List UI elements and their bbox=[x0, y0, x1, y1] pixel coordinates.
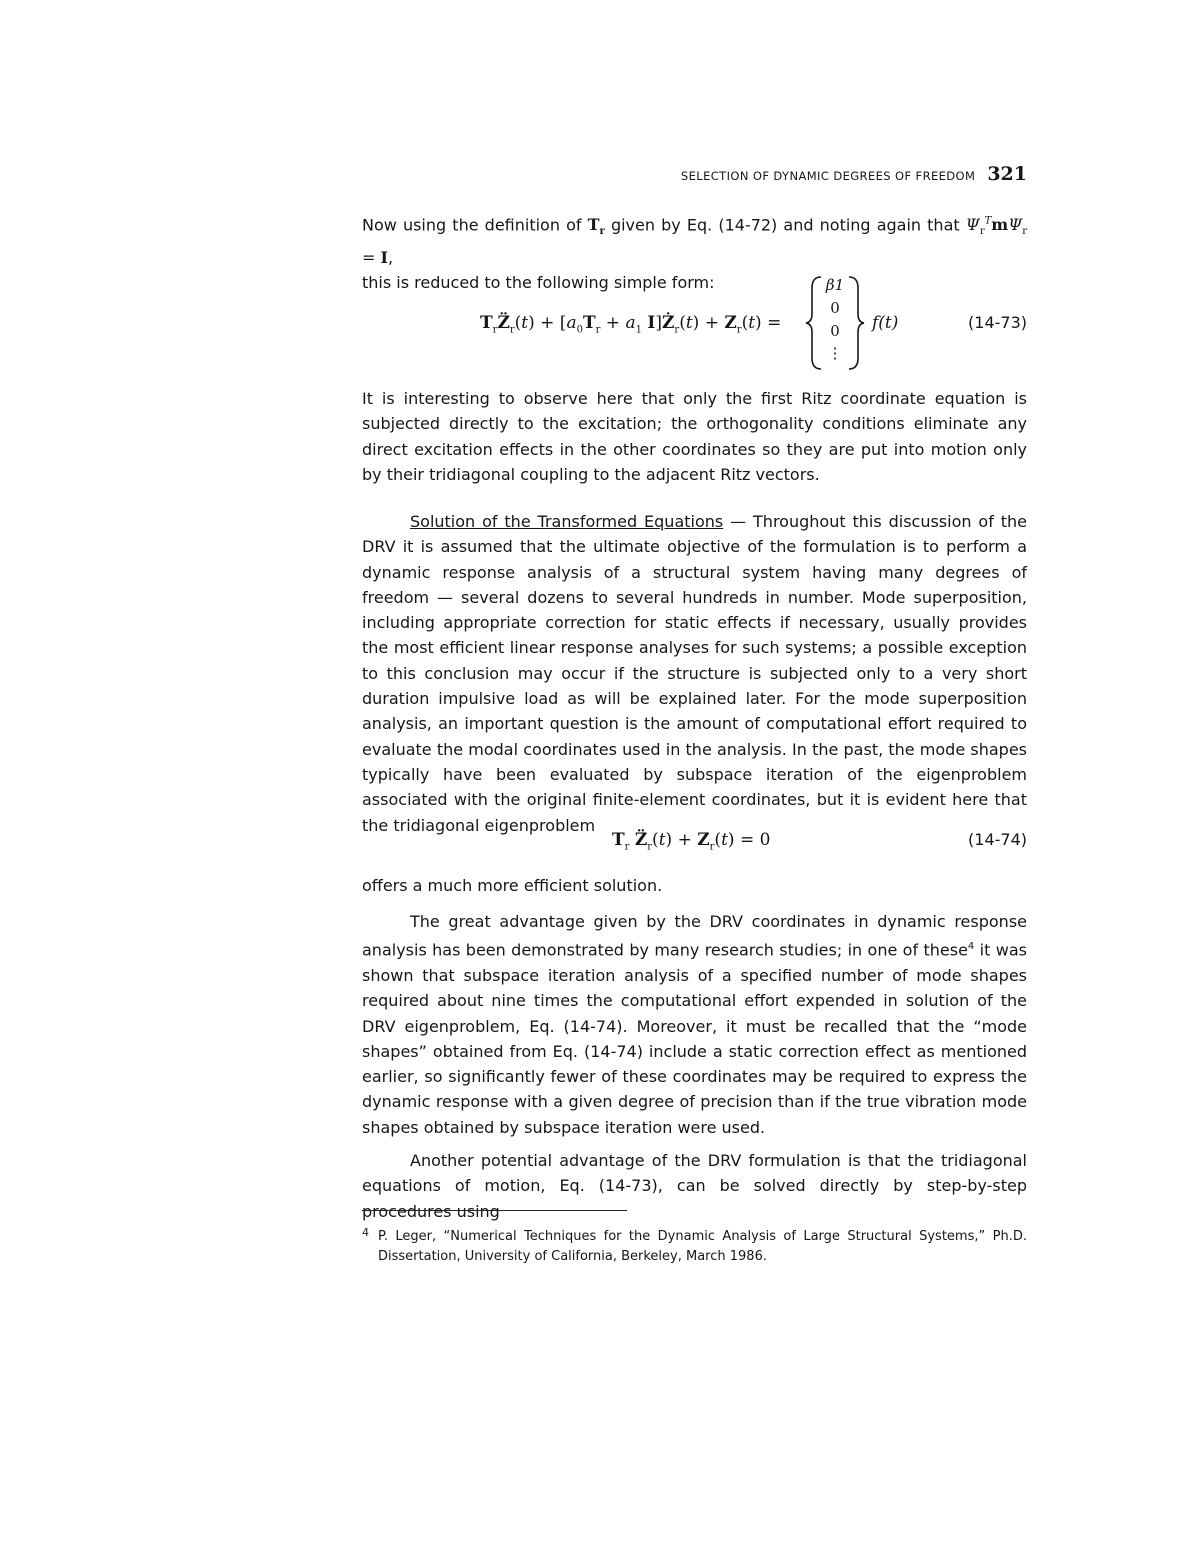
running-head bbox=[681, 163, 1027, 185]
section-heading: Solution of the Transformed Equations bbox=[410, 512, 724, 531]
footnote-ref: 4 bbox=[967, 941, 975, 953]
vector-element-1: β1 bbox=[825, 276, 845, 294]
paragraph-4: offers a much more efficient solution. bbox=[362, 876, 663, 895]
equation-14-74 bbox=[362, 830, 1027, 854]
footnote-text: P. Leger, “Numerical Techniques for the Dynamic Analysis of Large Structural Systems,” Ph.D. Dissertation, University of California, Berkeley, March 1986. bbox=[378, 1229, 1027, 1264]
footnote bbox=[362, 1227, 1027, 1267]
vector-element-4: ⋮ bbox=[827, 344, 843, 362]
footnote-mark: 4 bbox=[362, 1226, 369, 1239]
equation-14-74-body: $T_r$ $Z̈_r(t) + Z_r(t) = 0$ bbox=[612, 830, 771, 853]
equation-14-73 bbox=[362, 313, 1027, 337]
paragraph-3: Solution of the Transformed Equations — Throughout this discussion of the DRV it is assumed that the ultimate objective of the formulation is to perform a dynamic response analysis of a structural system having many degrees of freedom — several dozens to several hundreds in number. Mode superposition, including appropriate correction for static effects if necessary, usually provides the most efficient linear response analyses for such systems; a possible exception to this conclusion may occur if the structure is subjected only to a very short duration impulsive load as will be explained later. For the mode superposition analysis, an important question is the amount of computational effort required to evaluate the modal coordinates used in the analysis. In the past, the mode shapes typically have been evaluated by subspace iteration of the eigenproblem associated with the original finite-element coordinates, but it is evident here that the tridiagonal eigenproblem bbox=[362, 512, 1027, 835]
equation-14-73-forcing: f(t) bbox=[872, 313, 899, 333]
equation-14-73-lhs: $T_rZ̈_r(t) + [a_0T_r + a_1$ $I]Ż_r(t) + Z_r(t)$ = bbox=[480, 313, 782, 336]
math-T-r: $T_r$ bbox=[587, 215, 605, 238]
footnote-rule bbox=[362, 1210, 627, 1211]
vector-element-3: 0 bbox=[830, 322, 840, 340]
paragraph-6: Another potential advantage of the DRV formulation is that the tridiagonal equations of motion, Eq. (14-73), can be solved directly by step-by-step procedures using bbox=[362, 1151, 1027, 1221]
math-orthonormality: $\Psi_r^Tm\Psi_r = I$ bbox=[362, 215, 1028, 267]
running-head-title: SELECTION OF DYNAMIC DEGREES OF FREEDOM bbox=[680, 169, 976, 183]
paragraph-5: The great advantage given by the DRV coordinates in dynamic response analysis has been demonstrated by many research studies; in one of these$^4$ it was shown that subspace iteration analysis of a specified number of mode shapes required about nine times the computational effort expended in solution of the DRV eigenproblem, Eq. (14-74). Moreover, it must be recalled that the “mode shapes” obtained from Eq. (14-74) include a static correction effect as mentioned earlier, so significantly fewer of these coordinates may be required to express the dynamic response with a given degree of precision than if the true vibration mode shapes obtained by subspace iteration were used. bbox=[362, 912, 1027, 1137]
equation-14-74-number: (14-74) bbox=[968, 830, 1027, 849]
excitation-vector bbox=[803, 274, 867, 372]
vector-element-2: 0 bbox=[830, 299, 840, 317]
paragraph-2: It is interesting to observe here that only the first Ritz coordinate equation is subjected directly to the excitation; the orthogonality conditions eliminate any direct excitation effects in the other coordinates so they are put into motion only by their tridiagonal coupling to the adjacent Ritz vectors. bbox=[362, 389, 1027, 484]
page-number: 321 bbox=[987, 163, 1027, 185]
paragraph-1: Now using the definition of $T_r$ given by Eq. (14-72) and noting again that $\Psi_r^Tm\Psi_r = I$, this is reduced to the following simple form: bbox=[362, 215, 1028, 293]
equation-14-73-number: (14-73) bbox=[968, 313, 1027, 332]
